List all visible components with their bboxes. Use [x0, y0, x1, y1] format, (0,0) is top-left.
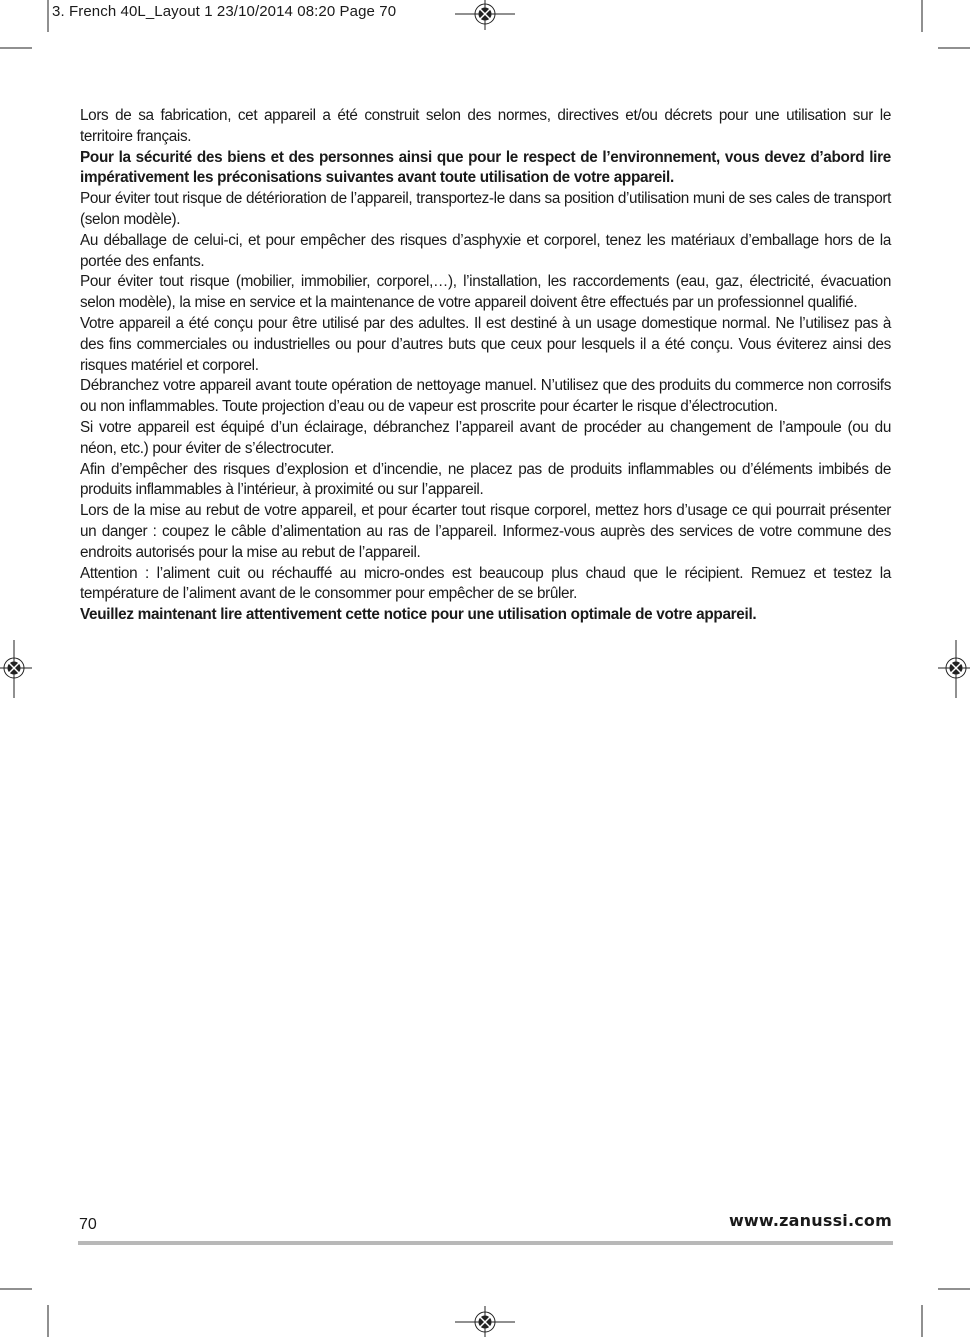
page-number: 70	[79, 1216, 97, 1233]
paragraph: Lors de sa fabrication, cet appareil a été construit selon des normes, directives et/ou décrets pour une utilisation sur le territoire français.	[80, 107, 891, 145]
paragraph: Lors de la mise au rebut de votre appareil, et pour écarter tout risque corporel, mettez hors d’usage ce qui pourrait présenter un danger : coupez le câble d’alimentation au ras de l’appareil. Informez-vous auprès des services de votre commune des endroits autorisés pour la mise au rebut de l’appareil.	[80, 502, 891, 561]
registration-mark-icon	[938, 640, 970, 698]
paragraph: Votre appareil a été conçu pour être utilisé par des adultes. Il est destiné à un usage domestique normal. Ne l’utilisez pas à des fins commerciales ou industrielles ou pour d’autres buts que ceux pour lesquels il a été conçu. Vous éviterez ainsi des risques matériel et corporel.	[80, 314, 891, 374]
paragraph: Au déballage de celui-ci, et pour empêcher des risques d’asphyxie et corporel, tenez les matériaux d’emballage hors de la portée des enfants.	[80, 231, 891, 270]
paragraph: Attention : l’aliment cuit ou réchauffé au micro-ondes est beaucoup plus chaud que le récipient. Remuez et testez la température de l’aliment avant de le consommer pour empêcher de se brûler.	[80, 564, 891, 603]
paragraph: Pour éviter tout risque de détérioration de l’appareil, transportez-le dans sa position d’utilisation muni de ses cales de transport (selon modèle).	[80, 190, 891, 228]
registration-mark-icon	[0, 640, 32, 698]
paragraph: Débranchez votre appareil avant toute opération de nettoyage manuel. N’utilisez que des produits du commerce non corrosifs ou non inflammables. Toute projection d’eau ou de vapeur est proscrite pour écarter le risque d’électrocution.	[80, 377, 891, 416]
bold-paragraph: Veuillez maintenant lire attentivement cette notice pour une utilisation optimale de votre appareil.	[80, 606, 757, 624]
registration-mark-icon	[455, 1306, 515, 1337]
paragraph: Afin d’empêcher des risques d’explosion et d’incendie, ne placez pas de produits inflammables ou d’éléments imbibés de produits inflammables à l’intérieur, à proximité ou sur l’appareil.	[80, 460, 891, 499]
print-slug: 3. French 40L_Layout 1 23/10/2014 08:20 Page 70	[52, 3, 397, 20]
website-url: www.zanussi.com	[728, 1211, 892, 1230]
safety-instructions	[80, 106, 891, 626]
paragraph: Pour éviter tout risque (mobilier, immobilier, corporel,…), l’installation, les raccordements (eau, gaz, électricité, évacuation selon modèle), la mise en service et la maintenance de votre appareil doivent être effectués par un professionnel qualifié.	[80, 273, 891, 312]
registration-mark-icon	[455, 0, 515, 30]
bold-paragraph: Pour la sécurité des biens et des personnes ainsi que pour le respect de l’environnement, vous devez d’abord lire impérativement les préconisations suivantes avant toute utilisation de votre appareil.	[80, 148, 891, 187]
paragraph: Si votre appareil est équipé d’un éclairage, débranchez l’appareil avant de procéder au changement de l’ampoule (ou du néon, etc.) pour éviter de s’électrocuter.	[80, 418, 891, 457]
footer-rule	[78, 1241, 893, 1245]
